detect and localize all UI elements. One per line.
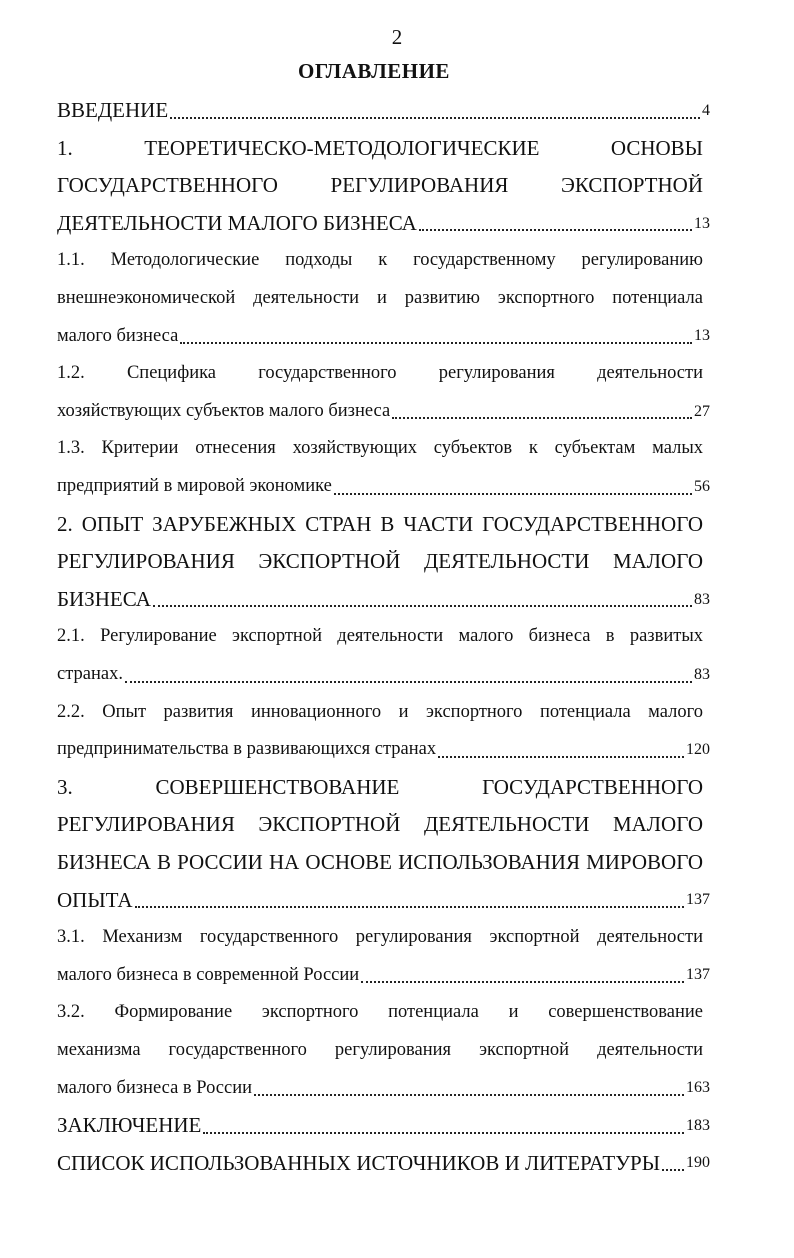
toc-entry-page-number: 190 [686,1154,710,1172]
table-of-contents [57,92,710,1182]
toc-entry-title: ОПЫТА [57,887,133,912]
toc-entry-title: ЗАКЛЮЧЕНИЕ [57,1113,202,1138]
toc-entry-page-number: 83 [694,590,710,608]
toc-entry[interactable] [57,919,710,994]
toc-entry-page-number: 27 [694,402,710,420]
toc-entry-title: предпринимательства в развивающихся странах [57,739,437,760]
dot-leader [361,978,684,983]
dot-leader [170,114,700,119]
toc-entry-line: 1.3. Критерии отнесения хозяйствующих субъектов к субъектам малых [57,438,703,459]
toc-entry-line: БИЗНЕСА В РОССИИ НА ОСНОВЕ ИСПОЛЬЗОВАНИЯ МИРОВОГО [57,849,703,874]
toc-entry-line: 1. ТЕОРЕТИЧЕСКО-МЕТОДОЛОГИЧЕСКИЕ ОСНОВЫ [57,135,703,160]
toc-entry-line: механизма государственного регулирования экспортной деятельности [57,1039,703,1060]
dot-leader [334,490,692,495]
dot-leader [180,339,692,344]
toc-entry[interactable] [57,1107,710,1145]
toc-entry-page-number: 137 [686,966,710,984]
toc-entry-line: РЕГУЛИРОВАНИЯ ЭКСПОРТНОЙ ДЕЯТЕЛЬНОСТИ МАЛОГО [57,549,703,574]
toc-entry-title: ВВЕДЕНИЕ [57,98,169,123]
toc-entry[interactable] [57,506,710,619]
toc-entry[interactable] [57,430,710,505]
toc-entry[interactable] [57,994,710,1107]
toc-entry[interactable] [57,242,710,355]
toc-entry-page-number: 13 [694,327,710,345]
toc-entry-line: 3.2. Формирование экспортного потенциала и совершенствование [57,1002,703,1023]
toc-entry-line: 2. ОПЫТ ЗАРУБЕЖНЫХ СТРАН В ЧАСТИ ГОСУДАРСТВЕННОГО [57,511,703,536]
toc-entry-page-number: 163 [686,1079,710,1097]
toc-entry-title: предприятий в мировой экономике [57,476,332,497]
dot-leader [254,1091,684,1096]
toc-entry-title: БИЗНЕСА [57,587,151,612]
toc-entry-title: малого бизнеса в современной России [57,964,360,985]
toc-entry-line: 3. СОВЕРШЕНСТВОВАНИЕ ГОСУДАРСТВЕННОГО [57,774,703,799]
toc-entry-page-number: 4 [702,101,710,119]
toc-entry[interactable] [57,130,710,243]
toc-entry-page-number: 83 [694,665,710,683]
toc-entry-line: внешнеэкономической деятельности и развитию экспортного потенциала [57,287,703,308]
dot-leader [203,1129,684,1134]
toc-entry-title: малого бизнеса в России [57,1077,253,1098]
toc-entry[interactable] [57,769,710,919]
toc-entry-line: 1.2. Специфика государственного регулирования деятельности [57,363,703,384]
toc-entry-line: 2.2. Опыт развития инновационного и экспортного потенциала малого [57,701,703,722]
toc-entry-title: хозяйствующих субъектов малого бизнеса [57,401,391,422]
page-number: 2 [391,25,403,49]
dot-leader [392,414,692,419]
toc-entry[interactable] [57,92,710,130]
toc-entry-page-number: 183 [686,1116,710,1134]
toc-entry-line: РЕГУЛИРОВАНИЯ ЭКСПОРТНОЙ ДЕЯТЕЛЬНОСТИ МАЛОГО [57,812,703,837]
toc-entry[interactable] [57,1145,710,1183]
toc-entry-title: странах. [57,664,123,685]
dot-leader [135,903,684,908]
dot-leader [662,1166,684,1171]
toc-entry-line: 2.1. Регулирование экспортной деятельности малого бизнеса в развитых [57,626,703,647]
toc-entry-page-number: 120 [686,740,710,758]
toc-entry-line: ГОСУДАРСТВЕННОГО РЕГУЛИРОВАНИЯ ЭКСПОРТНОЙ [57,173,703,198]
toc-entry-title: малого бизнеса [57,325,179,346]
toc-entry[interactable] [57,694,710,769]
toc-entry[interactable] [57,618,710,693]
toc-entry-page-number: 137 [686,891,710,909]
toc-entry-line: 3.1. Механизм государственного регулирования экспортной деятельности [57,927,703,948]
dot-leader [419,226,692,231]
toc-entry-page-number: 13 [694,214,710,232]
toc-entry-title: СПИСОК ИСПОЛЬЗОВАННЫХ ИСТОЧНИКОВ И ЛИТЕРАТУРЫ [57,1150,661,1175]
toc-entry[interactable] [57,355,710,430]
toc-entry-title: ДЕЯТЕЛЬНОСТИ МАЛОГО БИЗНЕСА [57,211,417,236]
toc-entry-page-number: 56 [694,477,710,495]
dot-leader [438,753,684,758]
toc-entry-line: 1.1. Методологические подходы к государственному регулированию [57,250,703,271]
dot-leader [153,602,692,607]
dot-leader [125,678,692,683]
page-title: ОГЛАВЛЕНИЕ [298,59,450,83]
